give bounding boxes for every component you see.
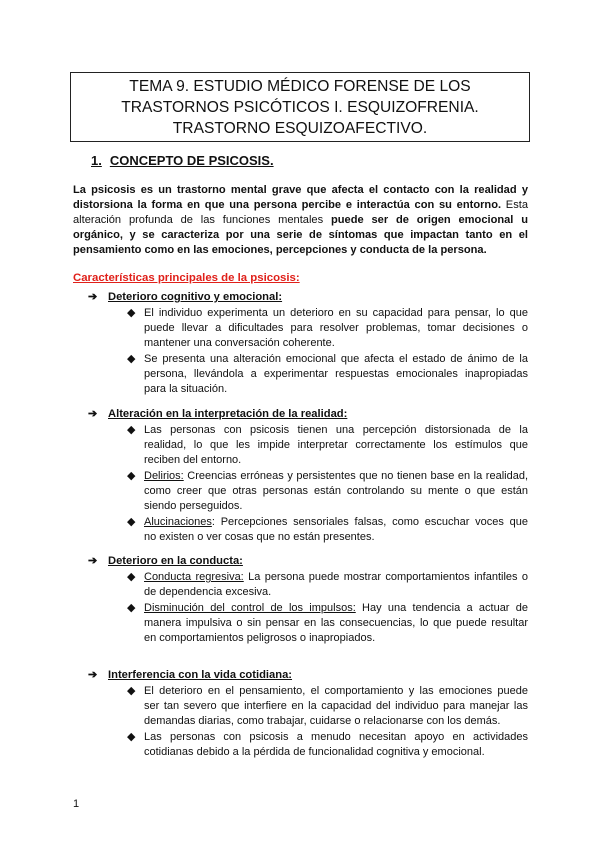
term-conducta-regresiva: Conducta regresiva: [144, 571, 244, 583]
group-heading: ➔ Alteración en la interpretación de la realidad: [88, 408, 348, 420]
diamond-bullet-icon: ◆ [127, 516, 136, 528]
diamond-bullet-icon: ◆ [127, 685, 136, 697]
diamond-bullet-icon: ◆ [127, 307, 136, 319]
section-title: CONCEPTO DE PSICOSIS. [109, 153, 274, 168]
intro-line: pensamiento como en las emociones, percepciones y conducta de la persona. [73, 244, 487, 256]
bullet-item: ◆ Las personas con psicosis a menudo necesitan apoyo en actividades cotidianas debido a la pérdida de funcionalidad cognitiva y emocional. [127, 731, 528, 758]
arrow-icon: ➔ [88, 669, 98, 681]
characteristic-group-daily-life [88, 668, 528, 760]
title-line-2: TRASTORNOS PSICÓTICOS I. ESQUIZOFRENIA. [121, 99, 479, 116]
group-heading: ➔ Deterioro cognitivo y emocional: [88, 291, 283, 303]
characteristic-group-behavior [88, 554, 528, 646]
section-number: 1. [91, 153, 102, 168]
diamond-bullet-icon: ◆ [127, 424, 136, 436]
arrow-icon: ➔ [88, 408, 98, 420]
diamond-bullet-icon: ◆ [127, 353, 136, 365]
term-impulsos: Disminución del control de los impulsos: [144, 602, 356, 614]
group-heading: ➔ Deterioro en la conducta: [88, 555, 243, 567]
intro-line: distorsiona la forma en que una persona percibe e interactúa con su entorno. Esta [73, 199, 529, 211]
intro-paragraph [73, 183, 528, 258]
characteristic-group-reality [88, 407, 528, 545]
title-line-3: TRASTORNO ESQUIZOAFECTIVO. [172, 120, 428, 137]
bullet-item: ◆ Las personas con psicosis tienen una percepción distorsionada de la realidad, lo que les impide interpretar correctamente los estímulos que reciben del entorno. [127, 424, 528, 466]
section-heading [91, 153, 282, 168]
intro-line: alteración profunda de las funciones mentales puede ser de origen emocional u [73, 214, 529, 226]
diamond-bullet-icon: ◆ [127, 470, 136, 482]
characteristics-heading: Características principales de la psicosis: [73, 272, 300, 284]
bullet-item: ◆ Alucinaciones: Percepciones sensoriales falsas, como escuchar voces que no existen o ver cosas que no están presentes. [127, 516, 528, 543]
title-line-1: TEMA 9. ESTUDIO MÉDICO FORENSE DE LOS [129, 78, 471, 95]
characteristic-group-cognitive [88, 290, 528, 397]
arrow-icon: ➔ [88, 291, 98, 303]
page-number: 1 [73, 798, 80, 810]
diamond-bullet-icon: ◆ [127, 571, 136, 583]
intro-line: orgánico, y se caracteriza por una serie de síntomas que impactan tanto en el [73, 229, 528, 241]
intro-line: La psicosis es un trastorno mental grave que afecta el contacto con la realidad y [73, 184, 528, 196]
bullet-item: ◆ Se presenta una alteración emocional que afecta el estado de ánimo de la persona, llevándola a experimentar respuestas emocionales inapropiadas para la situación. [127, 353, 528, 395]
bullet-item: ◆ El deterioro en el pensamiento, el comportamiento y las emociones puede ser tan severo que interfiere en la capacidad del individuo para manejar las demandas diarias, como trabajar, cuidarse o relacionarse con los demás. [127, 685, 528, 727]
bullet-item: ◆ Conducta regresiva: La persona puede mostrar comportamientos infantiles o de dependencia excesiva. [127, 571, 528, 598]
diamond-bullet-icon: ◆ [127, 602, 136, 614]
bullet-item: ◆ Disminución del control de los impulsos: Hay una tendencia a actuar de manera impulsiva o sin pensar en las consecuencias, lo que puede resultar en comportamientos peligrosos o inapropiados. [127, 602, 528, 644]
term-alucinaciones: Alucinaciones [144, 516, 212, 528]
arrow-icon: ➔ [88, 555, 98, 567]
group-heading: ➔ Interferencia con la vida cotidiana: [88, 669, 293, 681]
bullet-item: ◆ El individuo experimenta un deterioro en su capacidad para pensar, lo que puede llevar a dificultades para resolver problemas, tomar decisiones o mantener una conversación coherente. [127, 307, 528, 349]
term-delirios: Delirios: [144, 470, 184, 482]
bullet-item: ◆ Delirios: Creencias erróneas y persistentes que no tienen base en la realidad, como creer que otras personas están controlando su mente o que están siendo perseguidos. [127, 470, 528, 512]
document-title-box [70, 72, 530, 142]
diamond-bullet-icon: ◆ [127, 731, 136, 743]
